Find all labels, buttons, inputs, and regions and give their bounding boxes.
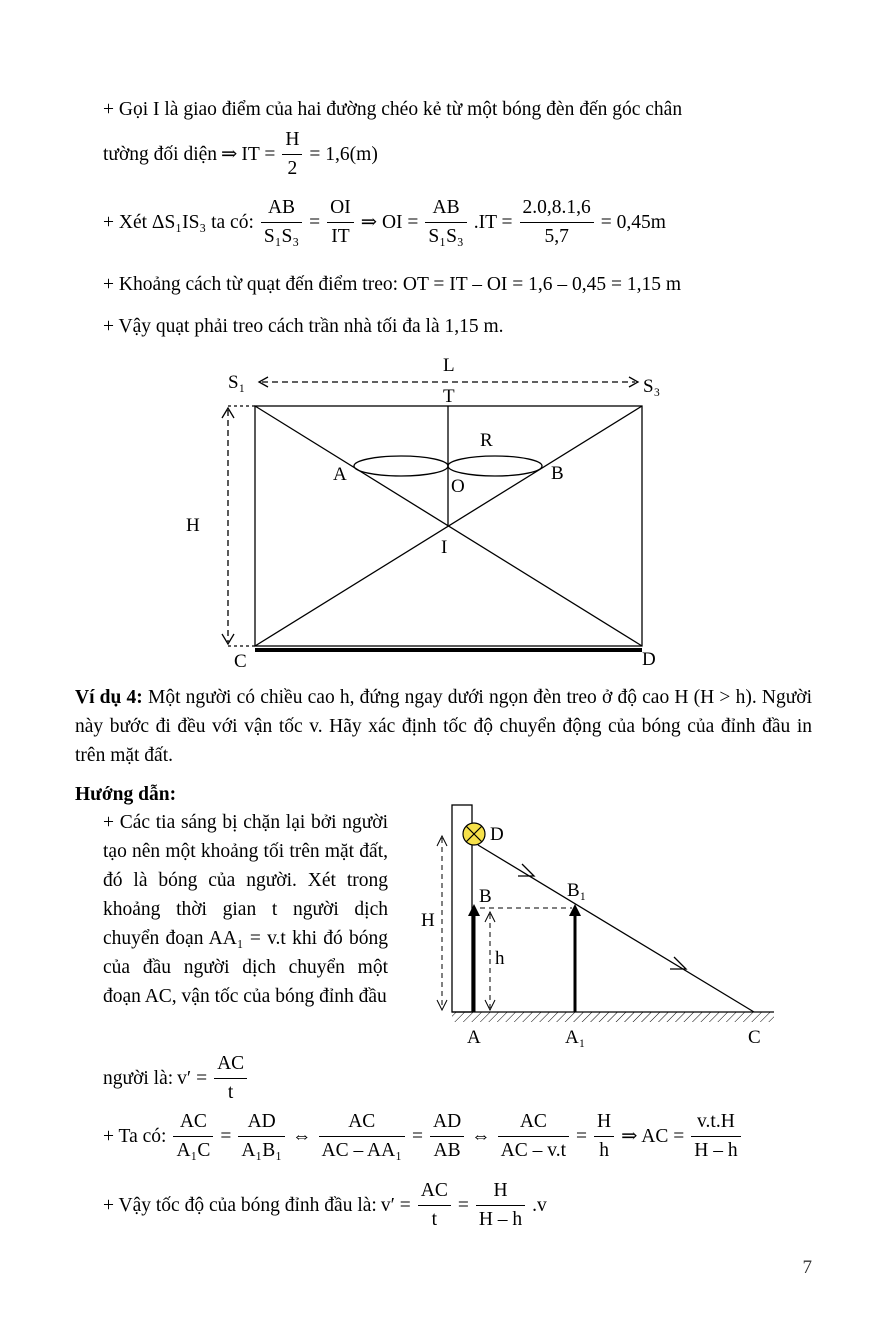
fraction: $\frac{AD}{\text{A₁B₁}}$: [238, 1108, 285, 1165]
text-line-1: + Gọi I là giao điểm của hai đường chéo kẻ từ một bóng đèn đến góc chân: [103, 99, 683, 120]
eq-text: tường đối diện: [103, 143, 218, 165]
label-L: L: [443, 355, 455, 376]
velocity-text: người là:: [103, 1067, 174, 1089]
eq-sign: =: [576, 1125, 588, 1147]
velocity-lhs: v′ =: [177, 1067, 208, 1089]
label-S1: S₁: [228, 372, 246, 393]
label-A1: A₁: [565, 1027, 586, 1048]
label-A: A: [333, 464, 347, 485]
label-A: A: [467, 1027, 481, 1048]
guide-heading: Hướng dẫn:: [75, 784, 177, 805]
fraction: $\frac{AD}{AB}$: [430, 1108, 464, 1165]
fraction: $\frac{AC}{AC - v.t}$: [498, 1108, 569, 1165]
eq-text: + Xét ΔS₁IS₃ ta có:: [103, 211, 254, 233]
label-O: O: [451, 476, 465, 497]
iff-icon: ⇔: [292, 1125, 312, 1147]
eq-lhs: v′ =: [380, 1194, 411, 1216]
label-S3: S₃: [643, 376, 661, 397]
fraction: $\frac{H}{H - h}$: [476, 1177, 525, 1234]
fraction: $\frac{AC}{t}$: [418, 1177, 451, 1234]
fraction: $\frac{H}{h}$: [594, 1108, 614, 1165]
example-text: Một người có chiều cao h, đứng ngay dưới ngọn đèn treo ở độ cao H (H > h). Người này bước đi đều với vận tốc v. Hãy xác định tốc độ chuyển động của bóng của đỉnh đầu in trên mặt đất.: [75, 687, 813, 766]
eq-rhs: = 1,6(m): [309, 143, 378, 165]
fraction: $\frac{v.t.H}{H - h}$: [691, 1108, 740, 1165]
fraction: $\frac{AC}{t}$: [214, 1050, 247, 1107]
iff-icon: ⇔: [471, 1125, 491, 1147]
equation-ta-co: [103, 1108, 812, 1165]
label-R: R: [480, 430, 493, 451]
eq-mid: ⇒ OI =: [360, 211, 419, 233]
eq-sign: =: [457, 1194, 469, 1216]
eq-result: = 0,45m: [600, 211, 666, 233]
arrow-icon: ⇒: [221, 143, 238, 165]
label-C: C: [748, 1027, 761, 1048]
eq-suffix: .v: [532, 1194, 547, 1216]
equation-conclusion: [103, 1177, 812, 1234]
text-line-4: + Khoảng cách từ quạt đến điểm treo: OT = IT – OI = 1,6 – 0,45 = 1,15 m: [103, 274, 682, 295]
eq-sign: =: [309, 211, 321, 233]
fraction: $\frac{2.0,8.1,6}{5,7}$: [520, 194, 594, 251]
fraction: $\frac{AB}{\text{S₁S₃}}$: [261, 194, 302, 251]
label-B1: B₁: [567, 880, 587, 901]
label-B: B: [479, 886, 492, 907]
label-D: D: [490, 824, 504, 845]
fraction: $\frac{OI}{IT}$: [327, 194, 354, 251]
label-D: D: [642, 649, 656, 670]
guide-text: + Các tia sáng bị chặn lại bởi người tạo nên một khoảng tối trên mặt đất, đó là bóng của người. Xét trong khoảng thời gian t người dịch chuyển đoạn AA₁ = v.t khi đó bóng của đầu người dịch chuyển một đoạn AC, vận tốc của bóng đỉnh đầu: [103, 812, 388, 1007]
label-H: H: [421, 910, 435, 931]
eq-sign: =: [412, 1125, 423, 1147]
eq-prefix: + Vậy tốc độ của bóng đỉnh đầu là:: [103, 1194, 377, 1216]
fraction: $\frac{AC}{\text{AC – AA₁}}$: [319, 1108, 405, 1165]
light-ray: [478, 845, 754, 1012]
fraction: $\frac{AC}{\text{A₁C}}$: [173, 1108, 213, 1165]
eq-lhs: IT =: [241, 143, 276, 165]
example-heading: Ví dụ 4:: [75, 687, 143, 708]
label-I: I: [441, 537, 448, 558]
eq-prefix: + Ta có:: [103, 1125, 167, 1147]
label-B: B: [551, 463, 564, 484]
label-H: H: [186, 515, 200, 536]
label-h: h: [495, 948, 505, 969]
fraction: $\frac{H}{2}$: [282, 126, 302, 183]
label-T: T: [443, 386, 455, 407]
text-line-5: + Vậy quạt phải treo cách trần nhà tối đa là 1,15 m.: [103, 316, 504, 337]
eq-implies: ⇒ AC =: [621, 1125, 685, 1147]
label-C: C: [234, 651, 247, 672]
eq-it: .IT =: [473, 211, 513, 233]
ground-hatch: [452, 1012, 774, 1022]
fraction: $\frac{AB}{\text{S₁S₃}}$: [425, 194, 466, 251]
eq-sign: =: [220, 1125, 232, 1147]
page-number: 7: [802, 1257, 812, 1278]
